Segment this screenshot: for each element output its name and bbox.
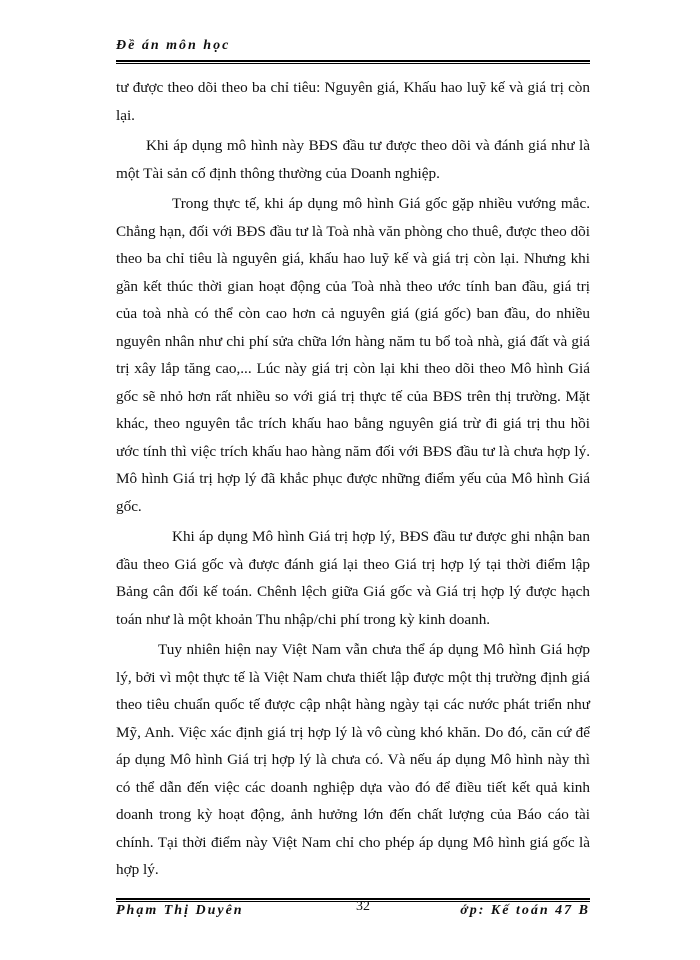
- paragraph-1: tư được theo dõi theo ba chỉ tiêu: Nguyên giá, Khấu hao luỹ kế và giá trị còn lại.: [116, 79, 590, 124]
- footer-rule: [116, 898, 590, 902]
- footer-class: ớp: Kế toán 47 B: [460, 903, 590, 918]
- paragraph-2: Khi áp dụng mô hình này BĐS đầu tư được theo dõi và đánh giá như là một Tài sản cố định thông thường của Doanh nghiệp.: [116, 137, 590, 182]
- paragraph-3: Trong thực tế, khi áp dụng mô hình Giá gốc gặp nhiều vướng mắc. Chẳng hạn, đối với BĐS đầu tư là Toà nhà văn phòng cho thuê, được theo dõi theo ba chỉ tiêu là nguyên giá, khấu hao luỹ kế và giá trị còn lại. Nhưng khi gần kết thúc thời gian hoạt động của Toà nhà theo ước tính ban đầu, giá trị của toà nhà có thể còn cao hơn cả nguyên giá (giá gốc) ban đầu, do nhiều nguyên nhân như chi phí sửa chữa lớn hàng năm tu bổ toà nhà, giá đất và giá trị xây lắp tăng cao,... Lúc này giá trị còn lại khi theo dõi theo Mô hình Giá gốc sẽ nhỏ hơn rất nhiều so với giá trị thực tế của BĐS trên thị trường. Mặt khác, theo nguyên tắc trích khấu hao bằng nguyên giá trừ đi giá trị thu hồi ước tính thì việc trích khấu hao hàng năm đối với BĐS đầu tư là chưa hợp lý. Mô hình Giá trị hợp lý đã khắc phục được những điểm yếu của Mô hình Giá gốc.: [116, 195, 590, 515]
- page-number: 32: [356, 899, 370, 914]
- page-header-title: Đề án môn học: [116, 38, 231, 53]
- paragraph-4: Khi áp dụng Mô hình Giá trị hợp lý, BĐS đầu tư được ghi nhận ban đầu theo Giá gốc và được đánh giá lại theo Giá trị hợp lý tại thời điểm lập Bảng cân đối kế toán. Chênh lệch giữa Giá gốc và Giá trị hợp lý được hạch toán như là một khoản Thu nhập/chi phí trong kỳ kinh doanh.: [116, 528, 590, 628]
- document-body: [116, 74, 590, 887]
- header-rule: [116, 60, 590, 64]
- page-footer: [116, 899, 590, 923]
- footer-author: Phạm Thị Duyên: [116, 903, 244, 918]
- paragraph-5: Tuy nhiên hiện nay Việt Nam vẫn chưa thể áp dụng Mô hình Giá hợp lý, bởi vì một thực tế là Việt Nam chưa thiết lập được một thị trường định giá theo tiêu chuẩn quốc tế được cập nhật hàng ngày tại các nước phát triển như Mỹ, Anh. Việc xác định giá trị hợp lý là vô cùng khó khăn. Do đó, căn cứ để áp dụng Mô hình Giá trị hợp lý là chưa có. Và nếu áp dụng Mô hình này thì có thể dẫn đến việc các doanh nghiệp dựa vào đó để điều tiết kết quả kinh doanh trong kỳ hoạt động, ảnh hưởng lớn đến chất lượng của Báo cáo tài chính. Tại thời điểm này Việt Nam chỉ cho phép áp dụng Mô hình giá gốc là hợp lý.: [116, 641, 590, 878]
